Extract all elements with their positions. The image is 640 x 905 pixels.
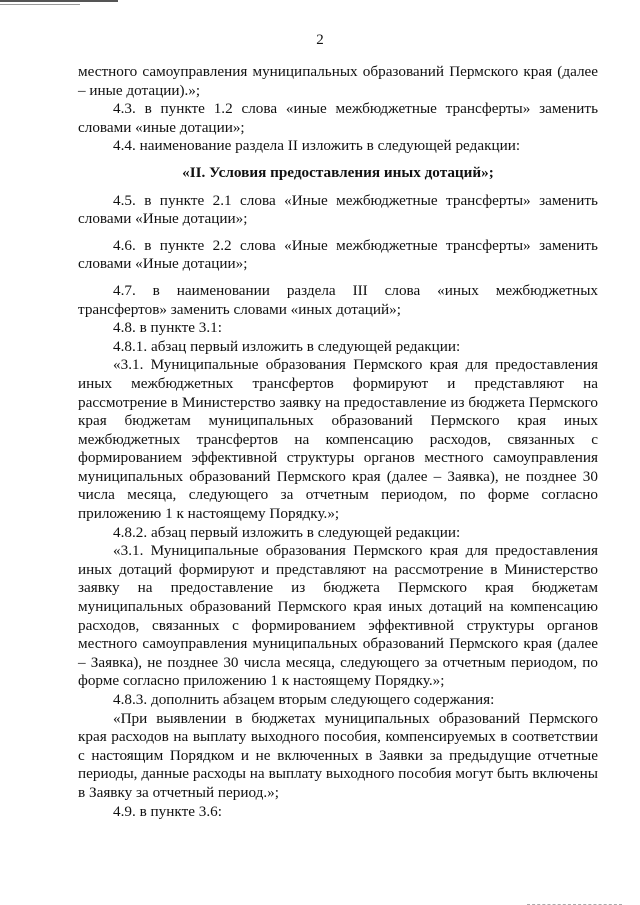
paragraph-quote-3-1-new: «3.1. Муниципальные образования Пермского края для предоставления иных дотаций формируют и представляют на рассмотрение в Министерство заявку на предоставление из бюджета Пермского края бюджетам муниципальных образований Пермского края иных дотаций на компенсацию расходов, связанных с формированием эффективной структуры органов местного самоуправления муниципальных образований Пермского края (далее – Заявка), не позднее 30 числа месяца, следующего за отчетным периодом, по форме согласно приложению 1 к настоящему Порядку.»; (78, 542, 598, 690)
paragraph-4-8-3: 4.8.3. дополнить абзацем вторым следующего содержания: (113, 691, 495, 708)
paragraph-4-8-2: 4.8.2. абзац первый изложить в следующей редакции: (113, 523, 461, 541)
paragraph-4-8: 4.8. в пункте 3.1: (113, 319, 222, 337)
paragraph-continuation: местного самоуправления муниципальных образований Пермского края (далее – иные дотации).»; (78, 63, 598, 99)
paragraph-4-4: 4.4. наименование раздела II изложить в следующей редакции: (113, 137, 521, 155)
paragraph-4-9: 4.9. в пункте 3.6: (113, 802, 222, 820)
page-number: 2 (316, 32, 324, 48)
paragraph-4-5: 4.5. в пункте 2.1 слова «Иные межбюджетные трансферты» заменить словами «Иные дотации»; (78, 191, 598, 228)
paragraph-quote-3-1-old: «3.1. Муниципальные образования Пермского края для предоставления иных межбюджетных трансфертов формируют и представляют на рассмотрение в Министерство заявку на предоставление из бюджета Пермского края бюджетам муниципальных образований Пермского края иных межбюджетных трансфертов на компенсацию расходов, связанных с формированием эффективной структуры органов местного самоуправления муниципальных образований Пермского края (далее – Заявка), не позднее 30 числа месяца, следующего за отчетным периодом, по форме согласно приложению 1 к настоящему Порядку.»; (78, 356, 598, 523)
paragraph-4-7: 4.7. в наименовании раздела III слова «иных межбюджетных трансфертов» заменить словами «иных дотаций»; (78, 281, 598, 318)
scan-corner-mark (0, 0, 118, 5)
paragraph-4-6: 4.6. в пункте 2.2 слова «Иные межбюджетные трансферты» заменить словами «Иные дотации»; (78, 236, 598, 273)
paragraph-quote-addition: «При выявлении в бюджетах муниципальных образований Пермского края расходов на выплату выходного пособия, компенсируемых в соответствии с настоящим Порядком и не включенных в Заявки за предыдущие отчетные периоды, данные расходы на выплату выходного пособия могут быть включены в Заявку за отчетный период.»; (78, 709, 598, 801)
paragraph-4-8-1: 4.8.1. абзац первый изложить в следующей редакции: (113, 337, 461, 355)
paragraph-4-3: 4.3. в пункте 1.2 слова «иные межбюджетные трансферты» заменить словами «иные дотации»; (78, 100, 598, 136)
section-heading: «II. Условия предоставления иных дотаций»; (182, 163, 494, 181)
document-body (78, 63, 598, 821)
